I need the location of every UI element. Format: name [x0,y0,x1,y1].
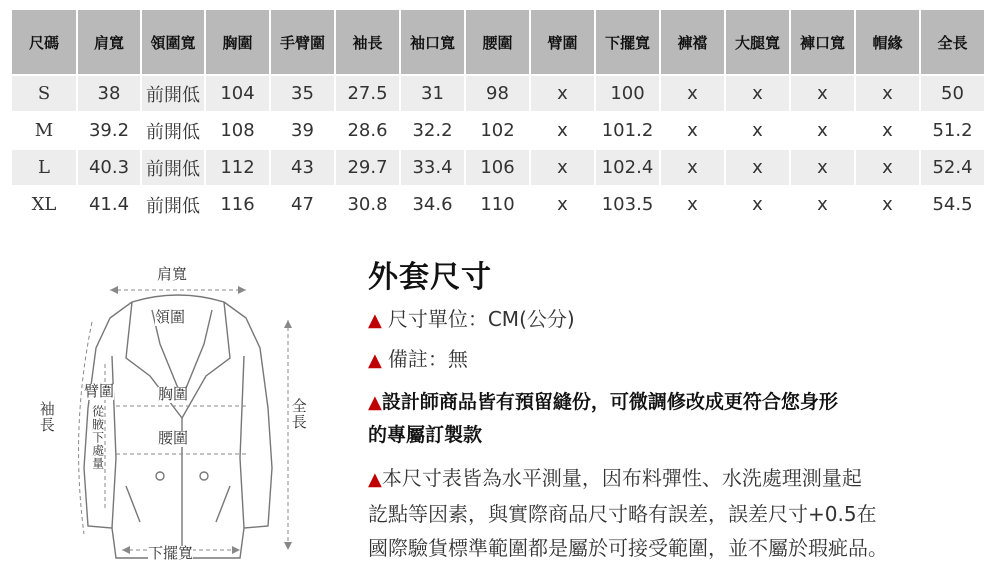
table-cell: x [856,187,919,222]
triangle-icon: ▲ [368,469,382,490]
table-cell: x [661,150,724,185]
table-cell: 31 [401,76,464,111]
triangle-icon: ▲ [368,392,382,413]
table-cell: 39.2 [78,113,140,148]
triangle-icon: ▲ [368,350,382,371]
length-label: 全長 [289,398,308,430]
table-cell: x [726,113,789,148]
table-cell: x [531,113,594,148]
notes-title: 外套尺寸 [368,260,492,295]
hem-label: 下擺寬 [148,544,194,562]
measure-note-line-3: 國際驗貨標準範圍都是屬於可接受範圍，並不屬於瑕疵品。 [368,536,888,560]
jacket-diagram [0,258,340,580]
table-cell: x [531,187,594,222]
table-cell: x [726,187,789,222]
header-cell-size: 尺碼 [12,10,76,74]
header-cell-waist: 腰圍 [466,10,529,74]
sleeve-label: 袖長 [37,401,56,433]
table-cell: 32.2 [401,113,464,148]
table-cell: x [791,150,854,185]
size-cell: XL [12,187,76,222]
size-table-body [12,76,984,222]
table-cell: x [856,76,919,111]
header-cell-shoulder: 肩寬 [78,10,140,74]
header-cell-leg-opening: 褲口寬 [791,10,854,74]
remark-note [368,342,988,378]
table-cell: 112 [206,150,269,185]
header-cell-chest: 胸圍 [206,10,269,74]
table-cell: 54.5 [921,187,984,222]
table-cell: 52.4 [921,150,984,185]
table-cell: x [856,150,919,185]
table-cell: x [661,76,724,111]
table-row [12,150,984,185]
size-cell: M [12,113,76,148]
table-cell: 35 [271,76,334,111]
size-cell: L [12,150,76,185]
table-cell: x [531,76,594,111]
table-cell: 30.8 [336,187,399,222]
table-row [12,76,984,111]
table-cell: x [531,150,594,185]
table-cell: x [856,113,919,148]
size-table [10,8,986,224]
arm-label: 臂圍 [84,382,115,400]
table-cell: 47 [271,187,334,222]
designer-note-line-2: 的專屬訂製款 [368,424,483,446]
waist-label: 腰圍 [158,429,189,447]
chest-label: 胸圍 [158,385,189,403]
table-cell: 43 [271,150,334,185]
unit-note-text: 尺寸單位：CM(公分) [387,307,575,331]
table-cell: 33.4 [401,150,464,185]
table-row [12,187,984,222]
table-cell: 39 [271,113,334,148]
arm-sub-label: 從腋下處量 [90,405,105,470]
table-cell: x [791,187,854,222]
table-cell: 102 [466,113,529,148]
table-cell: 38 [78,76,140,111]
table-cell: 110 [466,187,529,222]
unit-note [368,302,988,338]
collar-label: 領圍 [155,308,186,326]
table-cell: x [791,76,854,111]
table-cell: 40.3 [78,150,140,185]
table-cell: 108 [206,113,269,148]
header-cell-hood: 帽緣 [856,10,919,74]
table-cell: x [726,76,789,111]
table-cell: x [726,150,789,185]
table-cell: 102.4 [596,150,659,185]
header-cell-collar: 領圍寬 [142,10,204,74]
table-cell: 98 [466,76,529,111]
header-cell-upper-arm: 臂圍 [531,10,594,74]
measure-note-line-1: ▲本尺寸表皆為水平測量，因布料彈性、水洗處理測量起 [368,466,862,490]
table-cell: 28.6 [336,113,399,148]
header-cell-thigh: 大腿寬 [726,10,789,74]
shoulder-label: 肩寬 [157,265,188,283]
table-cell: 27.5 [336,76,399,111]
table-cell: x [791,113,854,148]
table-cell: 116 [206,187,269,222]
header-cell-cuff: 袖口寬 [401,10,464,74]
triangle-icon: ▲ [368,310,382,331]
header-cell-length: 全長 [921,10,984,74]
header-cell-hem: 下擺寬 [596,10,659,74]
size-table-header [12,10,984,74]
table-cell: 29.7 [336,150,399,185]
table-cell: 50 [921,76,984,111]
table-cell: 前開低 [142,76,204,111]
size-cell: S [12,76,76,111]
table-row [12,113,984,148]
table-cell: x [661,113,724,148]
table-cell: 103.5 [596,187,659,222]
table-cell: 前開低 [142,187,204,222]
remark-note-text: 備註：無 [387,347,468,371]
table-cell: x [661,187,724,222]
header-row [12,10,984,74]
size-notes [368,252,988,565]
table-cell: 前開低 [142,113,204,148]
header-cell-crotch: 褲襠 [661,10,724,74]
table-cell: 101.2 [596,113,659,148]
table-cell: 41.4 [78,187,140,222]
table-cell: 100 [596,76,659,111]
measure-note-line-2: 訖點等因素，與實際商品尺寸略有誤差，誤差尺寸+0.5在 [368,502,877,526]
designer-note-line-1: ▲設計師商品皆有預留縫份，可微調修改成更符合您身形 [368,391,838,413]
table-cell: 104 [206,76,269,111]
header-cell-sleeve: 袖長 [336,10,399,74]
table-cell: 34.6 [401,187,464,222]
table-cell: 前開低 [142,150,204,185]
table-cell: 51.2 [921,113,984,148]
header-cell-arm-circ: 手臂圍 [271,10,334,74]
table-cell: 106 [466,150,529,185]
